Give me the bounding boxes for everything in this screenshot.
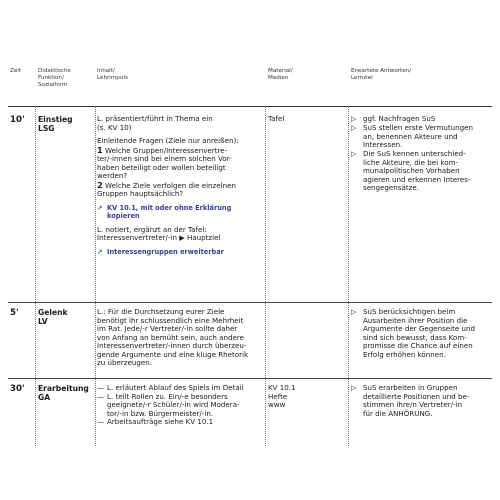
expected-item [351,150,497,193]
content-line: L. teilt Rollen zu. Ein/-e besonders [107,391,228,401]
header-erwartung [351,68,497,82]
content-line: L.: Für die Durchsetzung eurer Ziele [97,307,225,316]
row-divider [8,378,492,379]
content-line: im Rat. Jede/-r Vertreter/-in sollte daher [97,324,238,333]
content-line: L. präsentiert/führt in Thema ein [97,114,213,123]
row-form: GA [38,393,51,402]
content-line: Gruppen hauptsächlich? [97,189,184,198]
list-item [97,418,263,427]
expected-line: promisse die Chance auf einen [363,341,473,350]
expected-line: Argumente der Gegenseite und [363,324,476,333]
header-didaktik-line: Sozialform [38,82,68,88]
kv-reference-text: KV 10.1, mit oder ohne Erklärung [107,203,232,212]
triangle-right-icon: ▷ [351,308,357,316]
header-erwartung-line: Lernziel [351,75,373,81]
kv-reference [97,248,263,257]
header-inhalt [97,68,263,82]
header-inhalt-line: Inhalt/ [97,68,115,74]
content-line: tor/-in bzw. Bürgermeister/-in. [107,408,214,418]
material-line: Hefte [268,391,288,401]
column-divider [35,106,36,446]
kv-reference-text: kopieren [107,212,140,220]
expected-line: Ausarbeiten ihrer Position die [363,315,468,325]
expected-line: stimmen ihre/n Vertreter/-in [363,400,463,409]
material-line: www [268,400,286,409]
expected-line: SuS stellen erste Vermutungen [363,123,474,132]
expected-line: SuS berücksichtigen beim [363,307,456,316]
list-item [97,393,263,419]
expected-line: Interessen. [363,140,403,149]
expected-line: an, benennen Akteure und [363,131,458,141]
row-phase: Einstieg [38,115,73,124]
column-divider [95,106,96,446]
content-line: Interessenvertreter/-in ▶ Hauptziel [97,233,221,242]
header-didaktik-line: Funktion/ [38,75,64,81]
header-material-line: Medien [268,75,289,81]
expected-item [351,384,497,418]
content-line: werden? [97,171,128,180]
expected-line: liche Akteure, die bei kom- [363,157,459,167]
row-divider [8,302,492,303]
expected-line: sind sich bewusst, dass Kom- [363,332,467,342]
content-line: benötigt ihr schlussendlich eine Mehrheit [97,315,244,325]
dash-bullet-icon: — [97,417,105,426]
row-material [268,115,346,124]
content-line: haben beteiligt oder wollen beteiligt [97,162,226,172]
row-phase-cell [38,115,94,133]
row-form: LV [38,317,48,326]
content-line: L. erläutert Ablauf des Spiels im Detail [107,383,244,392]
content-line: gende Argumente und eine kluge Rhetorik [97,349,249,359]
expected-line: Die SuS kennen unterschied- [363,149,466,158]
row-phase-cell [38,308,94,326]
expected-item [351,124,497,150]
content-line: geeignete/-r Schüler/-in wird Modera- [107,400,240,409]
question-number: 2 [97,179,103,190]
row-content [97,308,263,368]
header-erwartung-line: Erwartete Antworten/ [351,68,412,74]
row-phase: Erarbeitung [38,384,89,393]
dash-bullet-icon: — [97,391,105,401]
content-line: Interessenvertreter/-innen durch überzeu- [97,341,247,350]
content-line: Arbeitsaufträge siehe KV 10.1 [107,417,214,426]
content-line: Welche Ziele verfolgen die einzelnen [104,180,236,190]
content-line: Welche Gruppen/Interessenvertre- [104,145,228,155]
column-divider [265,106,266,446]
expected-line: sengegensätze. [363,183,419,192]
header-divider [8,106,492,107]
row-time: 5' [10,308,19,318]
row-expected [351,115,497,193]
content-line: zu überzeugen. [97,358,152,367]
material-line: Tafel [268,114,285,123]
header-didaktik-line: Didaktische [38,68,71,74]
header-zeit: Zeit [10,68,22,74]
content-line: (s. KV 10) [97,122,132,132]
content-line: von Anfang an bemüht sein, auch andere [97,332,245,342]
column-divider [348,106,349,446]
expected-line: detaillierte Positionen und be- [363,391,470,401]
triangle-right-icon: ▷ [351,384,357,392]
header-material [268,68,346,82]
content-line: L. notiert, ergänzt an der Tafel: [97,224,207,234]
triangle-right-icon: ▷ [351,124,357,132]
row-expected [351,308,497,360]
header-material-line: Material/ [268,68,293,74]
row-content [97,384,263,427]
content-line: Einleitende Fragen (Ziele nur anreißen): [97,136,239,145]
header-inhalt-line: Lehrimpuls [97,75,128,81]
row-material [268,384,346,410]
content-line: ter/-innen sind bei einem solchen Vor- [97,154,232,163]
triangle-right-icon: ▷ [351,150,357,158]
row-content [97,115,263,256]
row-time: 30' [10,384,25,394]
row-time: 10' [10,115,25,125]
expected-item [351,308,497,359]
expected-line: munalpolitischen Vorhaben [363,166,460,175]
kv-reference-text: Interessengruppen erweiterbar [107,247,224,256]
pointer-arrow-icon: ↗ [97,203,103,212]
row-expected [351,384,497,419]
expected-line: SuS erarbeiten in Gruppen [363,383,458,392]
expected-line: für die ANHÖRUNG. [363,408,433,418]
row-form: LSG [38,124,55,133]
material-line: KV 10.1 [268,383,296,392]
expected-line: ggf. Nachfragen SuS [363,114,436,123]
kv-reference [97,204,263,221]
expected-line: Erfolg erhöhen können. [363,349,446,359]
pointer-arrow-icon: ↗ [97,247,103,256]
question-number: 1 [97,144,103,155]
header-didaktik [38,68,94,89]
row-phase: Gelenk [38,308,68,317]
triangle-right-icon: ▷ [351,115,357,123]
row-phase-cell [38,384,94,402]
expected-line: agieren und erkennen Interes- [363,174,471,184]
dash-bullet-icon: — [97,383,105,392]
